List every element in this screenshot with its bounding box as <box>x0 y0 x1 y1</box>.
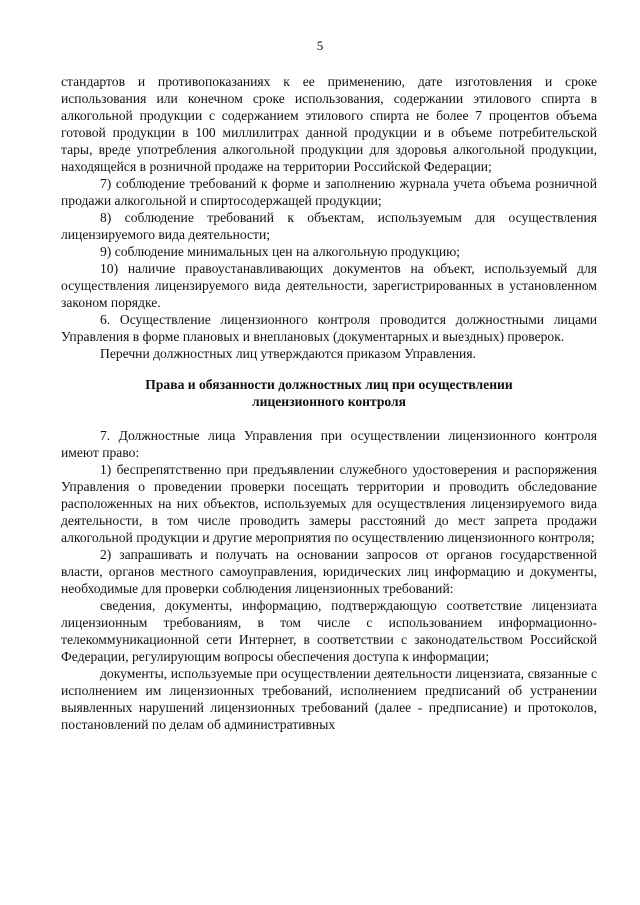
paragraph-item-7: 7) соблюдение требований к форме и заполнению журнала учета объема розничной продажи алкогольной и спиртосодержащей продукции; <box>61 176 597 208</box>
document-body <box>61 73 597 733</box>
paragraph-right-1: 1) беспрепятственно при предъявлении служебного удостоверения и распоряжения Управления о проведении проверки посещать территории и проводить обследование расположенных на них объектов, используемых для осуществления лицензируемого вида деятельности, в том числе проводить замеры расстояний до мест запрета продажи алкогольной продукции и другие мероприятия по осуществлению лицензионного контроля; <box>61 462 597 545</box>
paragraph-item-9: 9) соблюдение минимальных цен на алкогольную продукцию; <box>100 244 461 259</box>
section-heading-line-2: лицензионного контроля <box>251 394 407 409</box>
paragraph-item-10: 10) наличие правоустанавливающих документов на объект, используемый для осуществления лицензируемого вида деятельности, зарегистрированных в установленном законом порядке. <box>61 261 597 310</box>
paragraph-information: сведения, документы, информацию, подтверждающую соответствие лицензиата лицензионным требованиям, в том числе с использованием информационно-телекоммуникационной сети Интернет, в соответствии с законодательством Российской Федерации, регулирующим вопросы обеспечения доступа к информации; <box>61 598 597 664</box>
paragraph-section-6: 6. Осуществление лицензионного контроля проводится должностными лицами Управления в форме плановых и внеплановых (документарных и выездных) проверок. <box>61 312 597 344</box>
paragraph-right-2: 2) запрашивать и получать на основании запросов от органов государственной власти, органов местного самоуправления, юридических лиц информацию и документы, необходимые для проверки соблюдения лицензионных требований: <box>61 547 597 596</box>
paragraph-continuation: стандартов и противопоказаниях к ее применению, дате изготовления и сроке использования или конечном сроке использования, содержании этилового спирта в алкогольной продукции с содержанием этилового спирта не более 7 процентов объема готовой продукции в 100 миллилитрах данной продукции и в объеме потребительской тары, вреде употребления алкогольной продукции для здоровья алкогольной продукции, находящейся в розничной продаже на территории Российской Федерации; <box>61 74 597 174</box>
paragraph-documents: документы, используемые при осуществлении деятельности лицензиата, связанные с исполнением им лицензионных требований, исполнением предписаний об устранении выявленных нарушений лицензионных требований (далее - предписание) и протоколов, постановлений по делам об административных <box>61 666 597 732</box>
section-heading-line-1: Права и обязанности должностных лиц при осуществлении <box>145 377 513 392</box>
paragraph-section-7: 7. Должностные лица Управления при осуществлении лицензионного контроля имеют право: <box>61 428 597 460</box>
paragraph-officials-lists: Перечни должностных лиц утверждаются приказом Управления. <box>100 346 476 361</box>
section-heading <box>61 376 597 410</box>
page-number: 5 <box>316 38 324 53</box>
paragraph-item-8: 8) соблюдение требований к объектам, используемым для осуществления лицензируемого вида деятельности; <box>61 210 597 242</box>
